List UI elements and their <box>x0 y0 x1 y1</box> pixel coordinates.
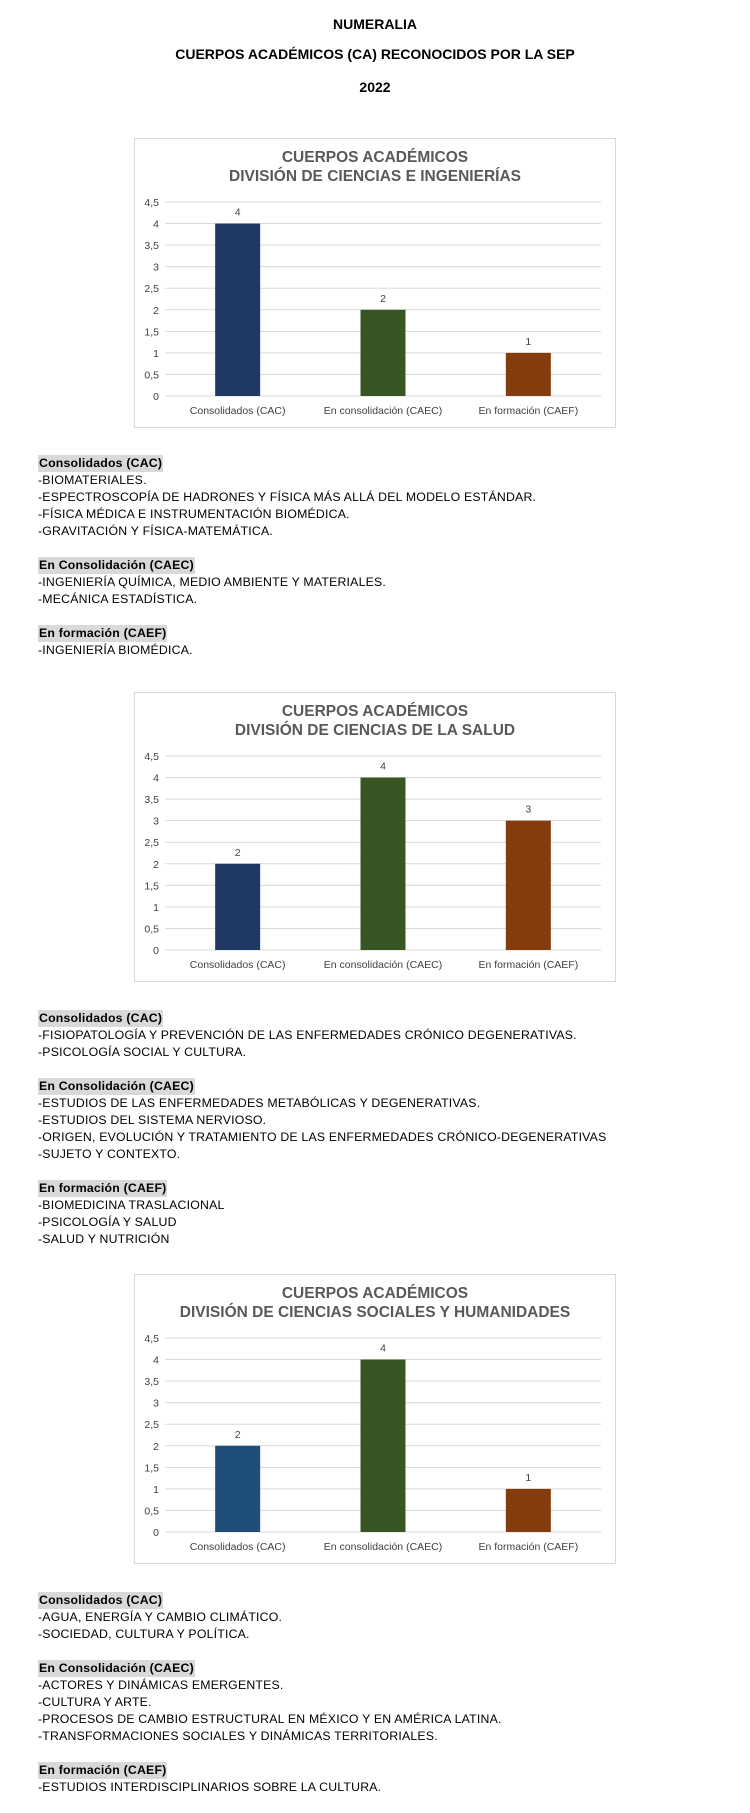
category-group <box>38 455 728 540</box>
category-group <box>38 557 728 608</box>
list-item: -FÍSICA MÉDICA E INSTRUMENTACIÓN BIOMÉDICA. <box>38 507 350 521</box>
y-tick-label: 1 <box>153 347 159 360</box>
list-item: -SOCIEDAD, CULTURA Y POLÍTICA. <box>38 1627 250 1641</box>
bar-data-label: 2 <box>234 846 241 859</box>
y-tick-label: 1,5 <box>144 1462 159 1475</box>
x-category-label: En consolidación (CAEC) <box>323 1541 443 1553</box>
y-tick-label: 3 <box>153 1397 159 1410</box>
y-tick-label: 3,5 <box>144 240 159 253</box>
y-tick-label: 2 <box>153 304 159 317</box>
bar <box>215 864 260 950</box>
list-item: -PSICOLOGÍA Y SALUD <box>38 1215 177 1229</box>
x-category-label: En formación (CAEF) <box>478 1541 579 1553</box>
y-tick-label: 4 <box>153 772 159 785</box>
bar-data-label: 4 <box>380 760 386 773</box>
y-tick-label: 2,5 <box>144 283 159 296</box>
category-title: En formación (CAEF) <box>39 626 167 640</box>
category-group <box>38 625 728 659</box>
y-tick-label: 4 <box>153 1354 159 1367</box>
y-tick-label: 0 <box>153 945 159 957</box>
category-title: Consolidados (CAC) <box>39 456 163 470</box>
y-tick-label: 3 <box>153 815 159 828</box>
category-title: Consolidados (CAC) <box>39 1011 163 1025</box>
list-item: -ESTUDIOS DE LAS ENFERMEDADES METABÓLICAS Y DEGENERATIVAS. <box>38 1096 481 1110</box>
bar <box>361 1360 406 1532</box>
list-item: -BIOMATERIALES. <box>38 473 147 487</box>
y-tick-label: 2 <box>153 858 159 871</box>
page-title: NUMERALIA <box>333 16 417 32</box>
list-item: -ESPECTROSCOPÍA DE HADRONES Y FÍSICA MÁS ALLÁ DEL MODELO ESTÁNDAR. <box>38 490 537 504</box>
bar-data-label: 2 <box>380 292 386 305</box>
y-tick-label: 3,5 <box>144 794 159 807</box>
chart-title-line1: CUERPOS ACADÉMICOS <box>281 149 469 166</box>
x-category-label: En consolidación (CAEC) <box>323 405 443 417</box>
y-tick-label: 0 <box>153 391 159 403</box>
category-title: Consolidados (CAC) <box>39 1593 163 1607</box>
list-item: -PSICOLOGÍA SOCIAL Y CULTURA. <box>38 1045 247 1059</box>
list-item: -GRAVITACIÓN Y FÍSICA-MATEMÁTICA. <box>38 524 274 538</box>
bar <box>361 310 406 396</box>
y-tick-label: 4,5 <box>144 197 159 209</box>
chart-title-line1: CUERPOS ACADÉMICOS <box>281 703 469 720</box>
list-item: -INGENIERÍA QUÍMICA, MEDIO AMBIENTE Y MATERIALES. <box>38 575 387 589</box>
y-tick-label: 3,5 <box>144 1376 159 1389</box>
page-subtitle: CUERPOS ACADÉMICOS (CA) RECONOCIDOS POR LA SEP <box>175 46 575 62</box>
bar-data-label: 2 <box>234 1428 241 1441</box>
y-tick-label: 3 <box>153 261 159 274</box>
list-item: -FISIOPATOLOGÍA Y PREVENCIÓN DE LAS ENFERMEDADES CRÓNICO DEGENERATIVAS. <box>38 1028 577 1042</box>
x-category-label: En formación (CAEF) <box>478 405 579 417</box>
category-group <box>38 1762 728 1796</box>
category-group <box>38 1078 728 1163</box>
list-item: -CULTURA Y ARTE. <box>38 1695 152 1709</box>
chart-title-line2: DIVISIÓN DE CIENCIAS E INGENIERÍAS <box>229 168 521 185</box>
list-item: -INGENIERÍA BIOMÉDICA. <box>38 643 193 657</box>
y-tick-label: 2 <box>153 1440 159 1453</box>
bar <box>215 224 260 396</box>
list-item: -ORIGEN, EVOLUCIÓN Y TRATAMIENTO DE LAS ENFERMEDADES CRÓNICO-DEGENERATIVAS <box>38 1130 607 1144</box>
list-item: -TRANSFORMACIONES SOCIALES Y DINÁMICAS TERRITORIALES. <box>38 1729 438 1743</box>
x-category-label: En consolidación (CAEC) <box>323 959 443 971</box>
bar-data-label: 4 <box>234 206 241 219</box>
chart-ciencias-salud <box>134 692 616 982</box>
x-category-label: Consolidados (CAC) <box>189 959 286 971</box>
list-item: -BIOMEDICINA TRASLACIONAL <box>38 1198 225 1212</box>
category-group <box>38 1592 728 1643</box>
bar <box>506 1489 551 1532</box>
section-ciencias-sociales-humanidades <box>38 1592 728 1813</box>
category-group <box>38 1180 728 1248</box>
category-title: En formación (CAEF) <box>39 1763 167 1777</box>
y-tick-label: 2,5 <box>144 837 159 850</box>
y-tick-label: 1 <box>153 901 159 914</box>
bar <box>506 353 551 396</box>
y-tick-label: 4,5 <box>144 751 159 763</box>
chart-svg <box>135 139 615 427</box>
category-title: En Consolidación (CAEC) <box>39 558 194 572</box>
bar-data-label: 4 <box>380 1342 386 1355</box>
y-tick-label: 4,5 <box>144 1333 159 1345</box>
y-tick-label: 4 <box>153 218 159 231</box>
y-tick-label: 0,5 <box>144 1505 159 1518</box>
section-ciencias-ingenierias <box>38 455 728 676</box>
bar <box>361 778 406 950</box>
category-title: En Consolidación (CAEC) <box>39 1079 194 1093</box>
list-item: -ACTORES Y DINÁMICAS EMERGENTES. <box>38 1678 284 1692</box>
x-category-label: Consolidados (CAC) <box>189 405 286 417</box>
y-tick-label: 1,5 <box>144 326 159 339</box>
list-item: -ESTUDIOS INTERDISCIPLINARIOS SOBRE LA CULTURA. <box>38 1780 382 1794</box>
page-year: 2022 <box>359 79 391 95</box>
bar-data-label: 1 <box>525 1471 532 1484</box>
x-category-label: Consolidados (CAC) <box>189 1541 286 1553</box>
chart-ciencias-ingenierias <box>134 138 616 428</box>
category-title: En formación (CAEF) <box>39 1181 167 1195</box>
list-item: -MECÁNICA ESTADÍSTICA. <box>38 592 198 606</box>
y-tick-label: 0,5 <box>144 923 159 936</box>
bar <box>215 1446 260 1532</box>
y-tick-label: 1,5 <box>144 880 159 893</box>
list-item: -AGUA, ENERGÍA Y CAMBIO CLIMÁTICO. <box>38 1610 283 1624</box>
category-group <box>38 1010 728 1061</box>
chart-title-line2: DIVISIÓN DE CIENCIAS DE LA SALUD <box>234 722 516 739</box>
section-ciencias-salud <box>38 1010 728 1265</box>
list-item: -SUJETO Y CONTEXTO. <box>38 1147 181 1161</box>
y-tick-label: 0,5 <box>144 369 159 382</box>
category-group <box>38 1660 728 1745</box>
x-category-label: En formación (CAEF) <box>478 959 579 971</box>
y-tick-label: 2,5 <box>144 1419 159 1432</box>
list-item: -SALUD Y NUTRICIÓN <box>38 1232 170 1246</box>
chart-title-line2: DIVISIÓN DE CIENCIAS SOCIALES Y HUMANIDADES <box>179 1304 571 1321</box>
chart-title-line1: CUERPOS ACADÉMICOS <box>281 1285 469 1302</box>
bar <box>506 821 551 950</box>
list-item: -ESTUDIOS DEL SISTEMA NERVIOSO. <box>38 1113 267 1127</box>
list-item: -PROCESOS DE CAMBIO ESTRUCTURAL EN MÉXICO Y EN AMÉRICA LATINA. <box>38 1712 502 1726</box>
chart-ciencias-sociales-humanidades <box>134 1274 616 1564</box>
bar-data-label: 1 <box>525 335 532 348</box>
y-tick-label: 1 <box>153 1483 159 1496</box>
y-tick-label: 0 <box>153 1527 159 1539</box>
bar-data-label: 3 <box>525 803 532 816</box>
chart-svg <box>135 1275 615 1563</box>
chart-svg <box>135 693 615 981</box>
category-title: En Consolidación (CAEC) <box>39 1661 194 1675</box>
